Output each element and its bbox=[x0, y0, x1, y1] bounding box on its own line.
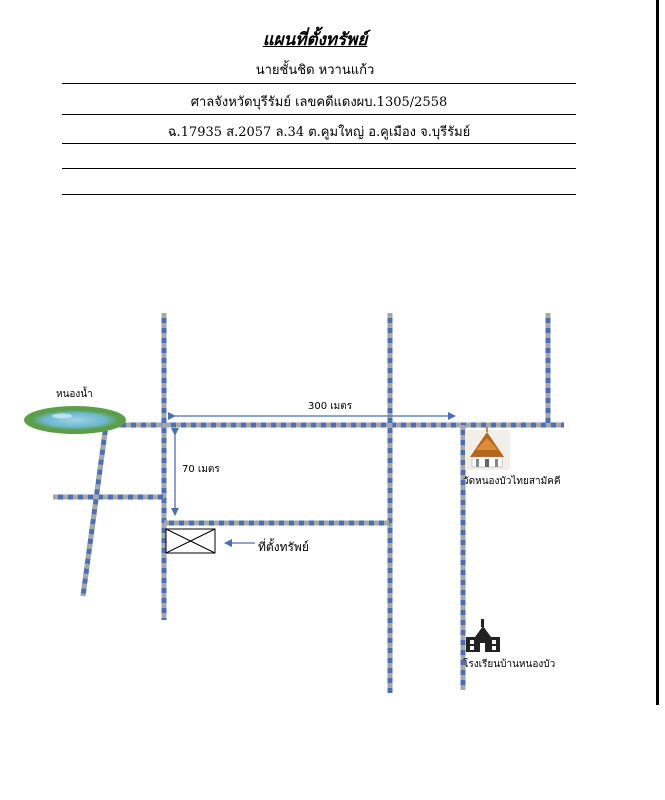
school-icon bbox=[466, 619, 500, 652]
road-diagonal bbox=[83, 425, 106, 596]
case-number: ศาลจังหวัดบุรีรัมย์ เลขคดีแดงผบ.1305/2558 bbox=[190, 95, 448, 110]
distance-label-vertical: 70 เมตร bbox=[182, 464, 220, 475]
distance-label-horizontal: 300 เมตร bbox=[308, 401, 353, 412]
page-title: แผนที่ตั้งทรัพย์ bbox=[262, 30, 368, 50]
school-label: โรงเรียนบ้านหนองบัว bbox=[463, 659, 556, 670]
pond-label: หนองน้ำ bbox=[56, 389, 93, 400]
temple-label: วัดหนองบัวไทยสามัคคี bbox=[463, 476, 561, 487]
pond-icon bbox=[24, 406, 126, 434]
deed-info: ฉ.17935 ส.2057 ล.34 ต.คูมใหญ่ อ.คูเมือง จ.บุรีรัมย์ bbox=[167, 125, 471, 140]
property-label: ที่ตั้งทรัพย์ bbox=[258, 540, 309, 554]
property-marker bbox=[166, 529, 215, 553]
temple-icon bbox=[465, 427, 510, 470]
owner-name: นายชั้นชิด หวานแก้ว bbox=[255, 63, 375, 78]
